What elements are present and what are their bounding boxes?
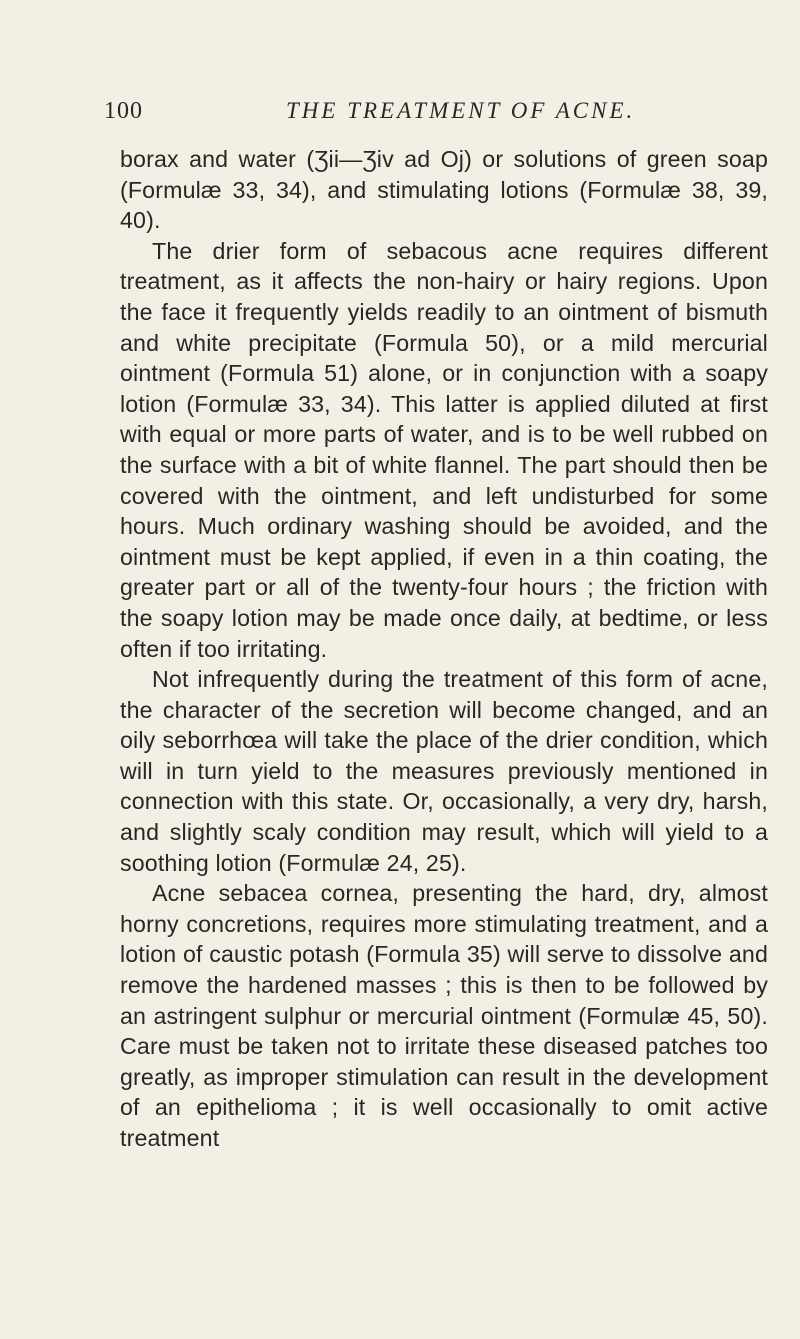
- paragraph-not-infrequently: Not infrequently during the treatment of this form of acne, the character of the secretion will become changed, and an oily seborrhœa will take the place of the drier condition, which will in turn yield to the measures previously mentioned in connection with this state. Or, occasionally, a very dry, harsh, and slightly scaly condition may result, which will yield to a soothing lotion (Formulæ 24, 25).: [120, 666, 768, 876]
- paragraph-continuation: borax and water (Ʒii—Ʒiv ad Oj) or solutions of green soap (Formulæ 33, 34), and stimulating lotions (Formulæ 38, 39, 40).: [120, 146, 768, 234]
- page-header: [104, 98, 754, 138]
- paragraph-acne-sebacea-cornea: Acne sebacea cornea, presenting the hard, dry, almost horny concretions, requires more stimulating treatment, and a lotion of caustic potash (Formula 35) will serve to dissolve and remove the hardened masses ; this is then to be followed by an astringent sulphur or mercurial ointment (Formulæ 45, 50). Care must be taken not to irritate these diseased patches too greatly, as improper stimulation can result in the development of an epithelioma ; it is well occasionally to omit active treatment: [120, 880, 768, 1151]
- page-number: 100: [104, 98, 143, 124]
- paragraph-drier-form: The drier form of sebacous acne requires different treatment, as it affects the non-hairy or hairy regions. Upon the face it frequently yields readily to an ointment of bismuth and white precipitate (Formula 50), or a mild mercurial ointment (Formula 51) alone, or in conjunction with a soapy lotion (Formulæ 33, 34). This latter is applied diluted at first with equal or more parts of water, and is to be well rubbed on the surface with a bit of white flannel. The part should then be covered with the ointment, and left undisturbed for some hours. Much ordinary washing should be avoided, and the ointment must be kept applied, if even in a thin coating, the greater part or all of the twenty-four hours ; the friction with the soapy lotion may be made once daily, at bedtime, or less often if too irritating.: [120, 237, 768, 662]
- running-title: THE TREATMENT OF ACNE.: [286, 98, 636, 123]
- body-text: [120, 144, 768, 1154]
